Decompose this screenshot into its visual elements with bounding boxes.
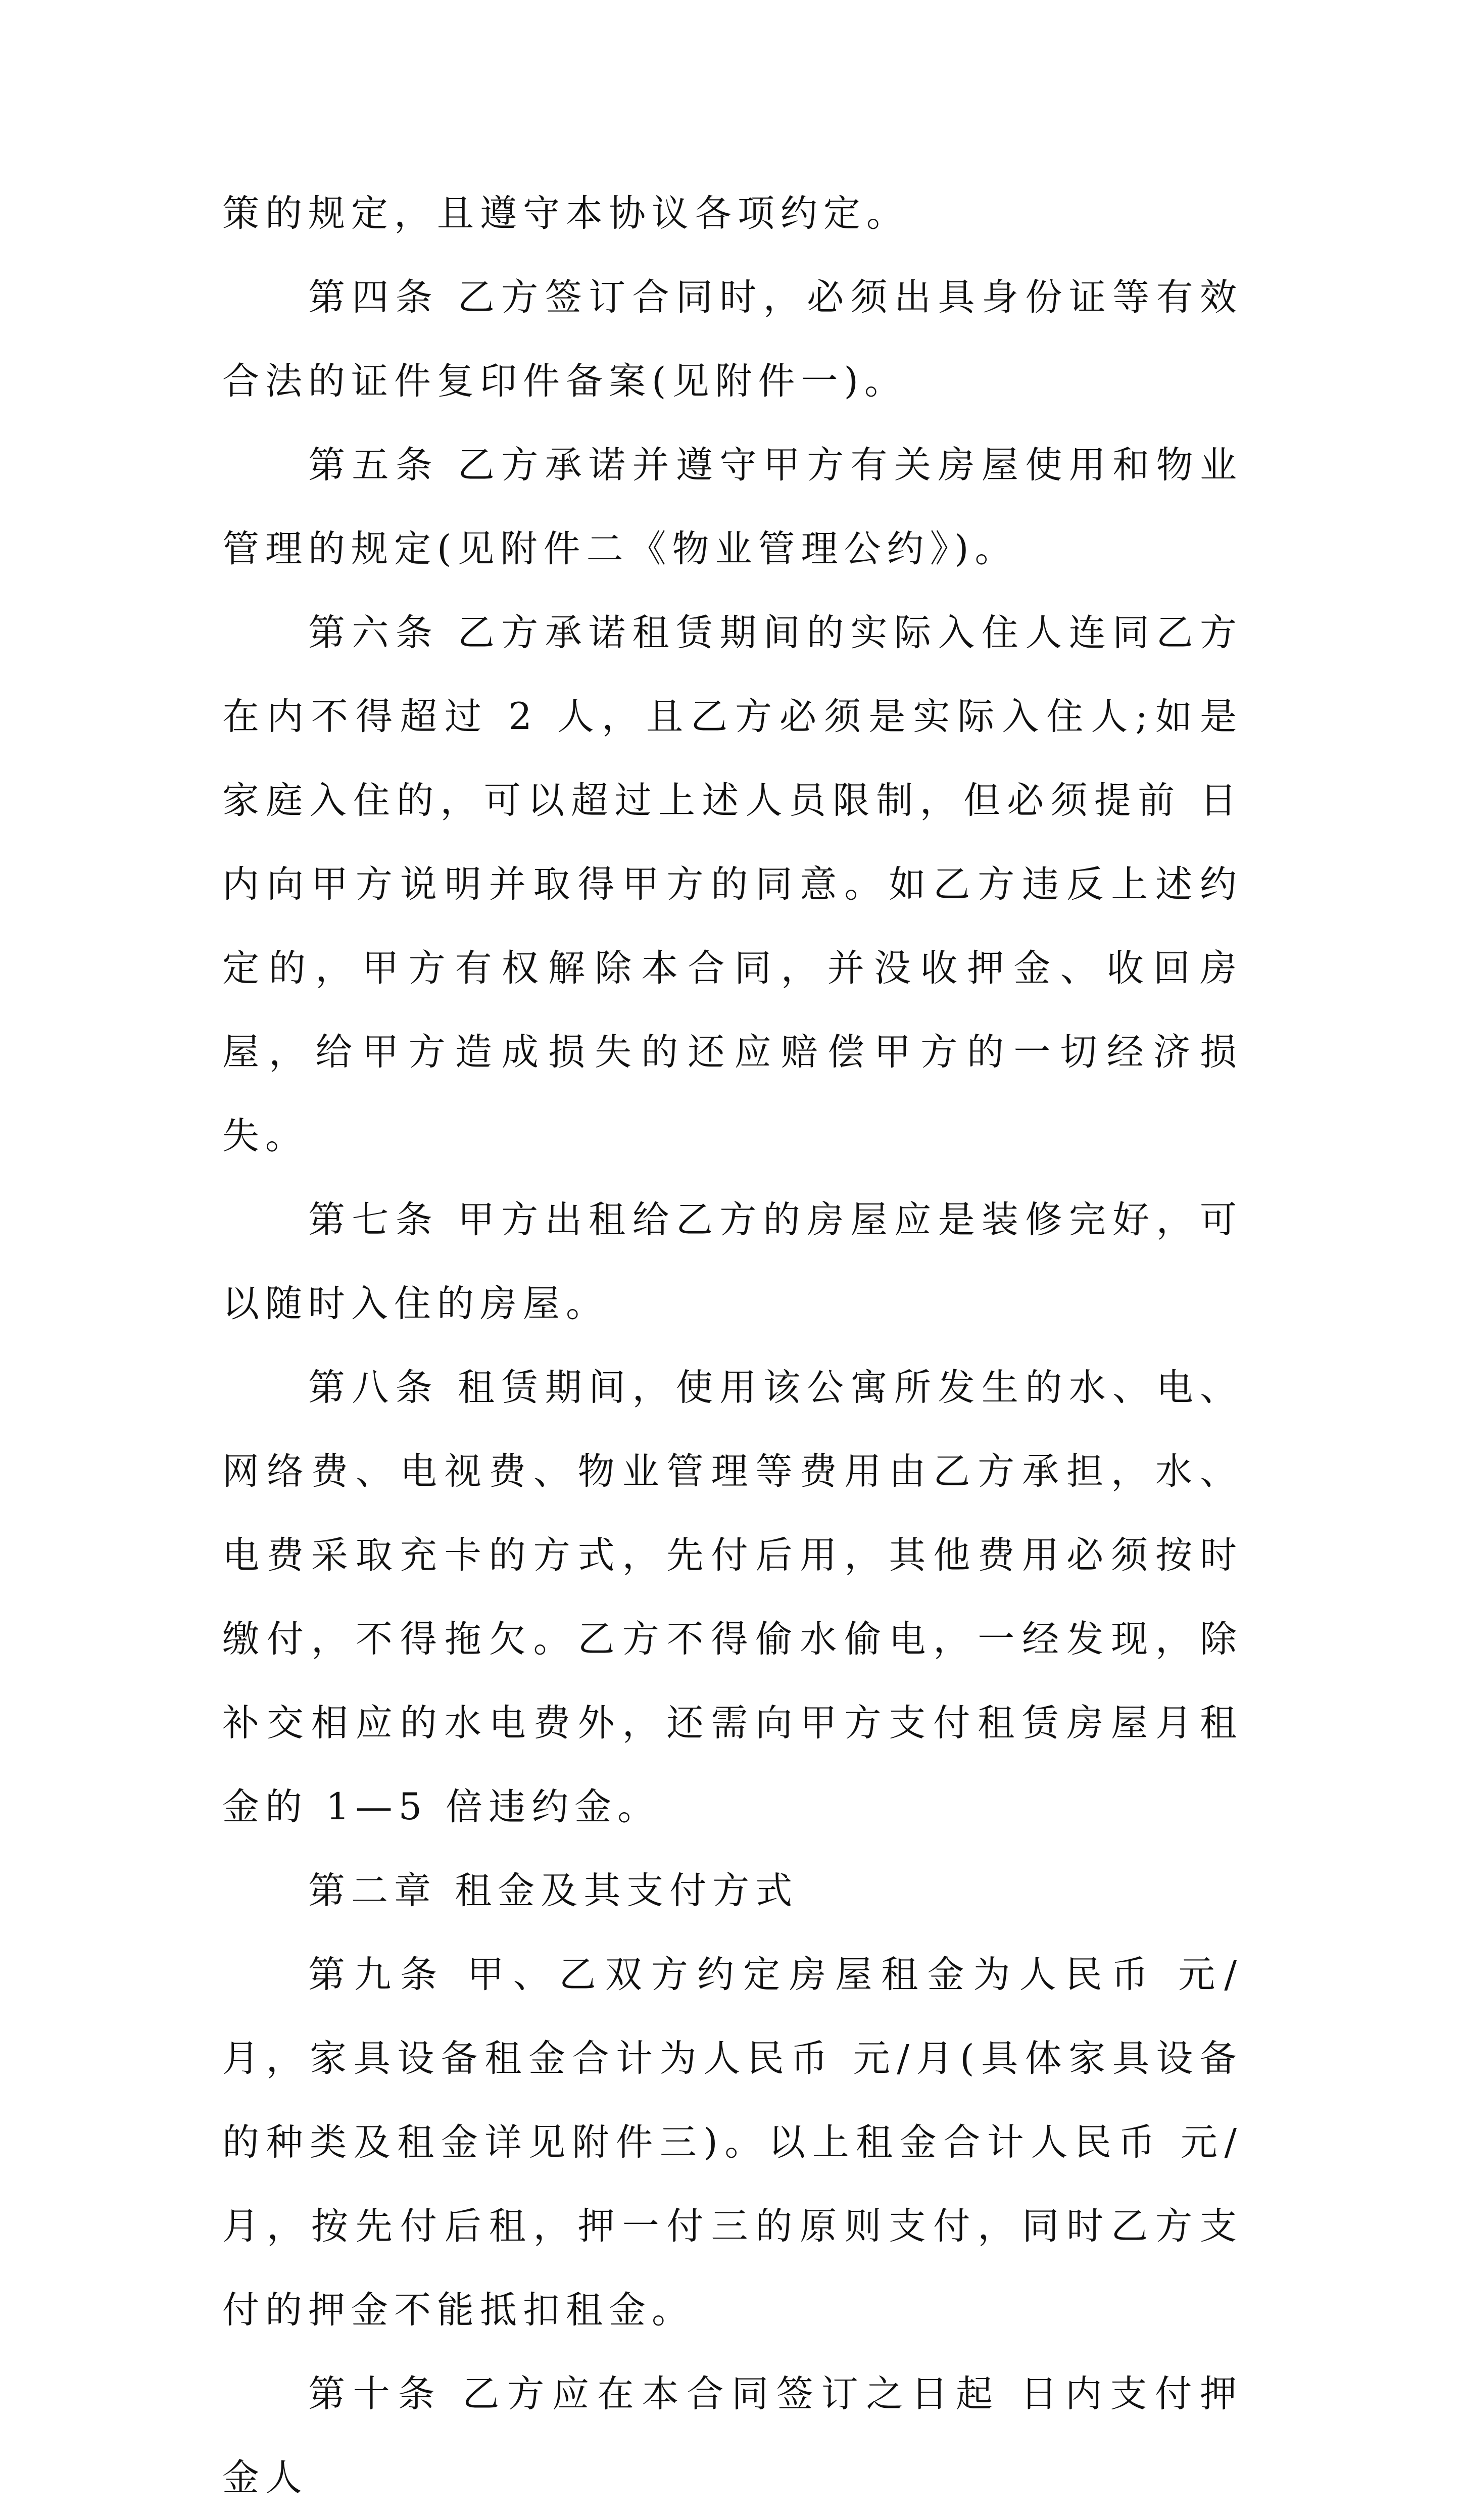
article-5: 第五条 乙方承诺并遵守甲方有关房屋使用和物业管理的规定(见附件二《物业管理公约》)。: [222, 444, 1243, 570]
document-page: [222, 172, 1243, 2520]
article-4: 第四条 乙方签订合同时，必须出具身份证等有效合法的证件复印件备案(见附件一)。: [222, 276, 1243, 403]
article-7: 第七条 甲方出租给乙方的房屋应是装修完好，可以随时入住的房屋。: [222, 1198, 1243, 1325]
paragraph-continuation: 策的规定，且遵守本协议各项约定。: [222, 192, 909, 235]
chapter-2-heading: 第二章 租金及其支付方式: [308, 1869, 799, 1912]
article-9: 第九条 甲、乙双方约定房屋租金为人民币 元/月，家具设备租金合计为人民币 元/月(具体家具设备的种类及租金详见附件三)。以上租金合计人民币 元/月，按先付后租，押一付三的原则支付，同时乙方支付的押金不能抵扣租金。: [222, 1953, 1243, 2332]
article-8: 第八条 租赁期间，使用该公寓所发生的水、电、网络费、电视费、物业管理等费用由乙方承担，水、电费采取充卡的方式，先付后用，其他费用必须按时缴付，不得拖欠。乙方不得偷水偷电，一经发现，除补交相应的水电费外，还需向甲方支付租赁房屋月租金的 1—5 倍违约金。: [222, 1366, 1243, 1828]
article-10: 第十条 乙方应在本合同签订之日起 日内支付押金人: [222, 2372, 1243, 2499]
article-6: 第六条 乙方承诺租赁期间的实际入住人连同乙方在内不得超过 2 人，且乙方必须是实际入住人;如是家庭入住的，可以超过上述人员限制，但必须提前 日内向甲方说明并取得甲方的同意。如乙方违反上述约定的，甲方有权解除本合同，并没收押金、收回房屋，给甲方造成损失的还应赔偿甲方的一切经济损失。: [222, 611, 1243, 1157]
